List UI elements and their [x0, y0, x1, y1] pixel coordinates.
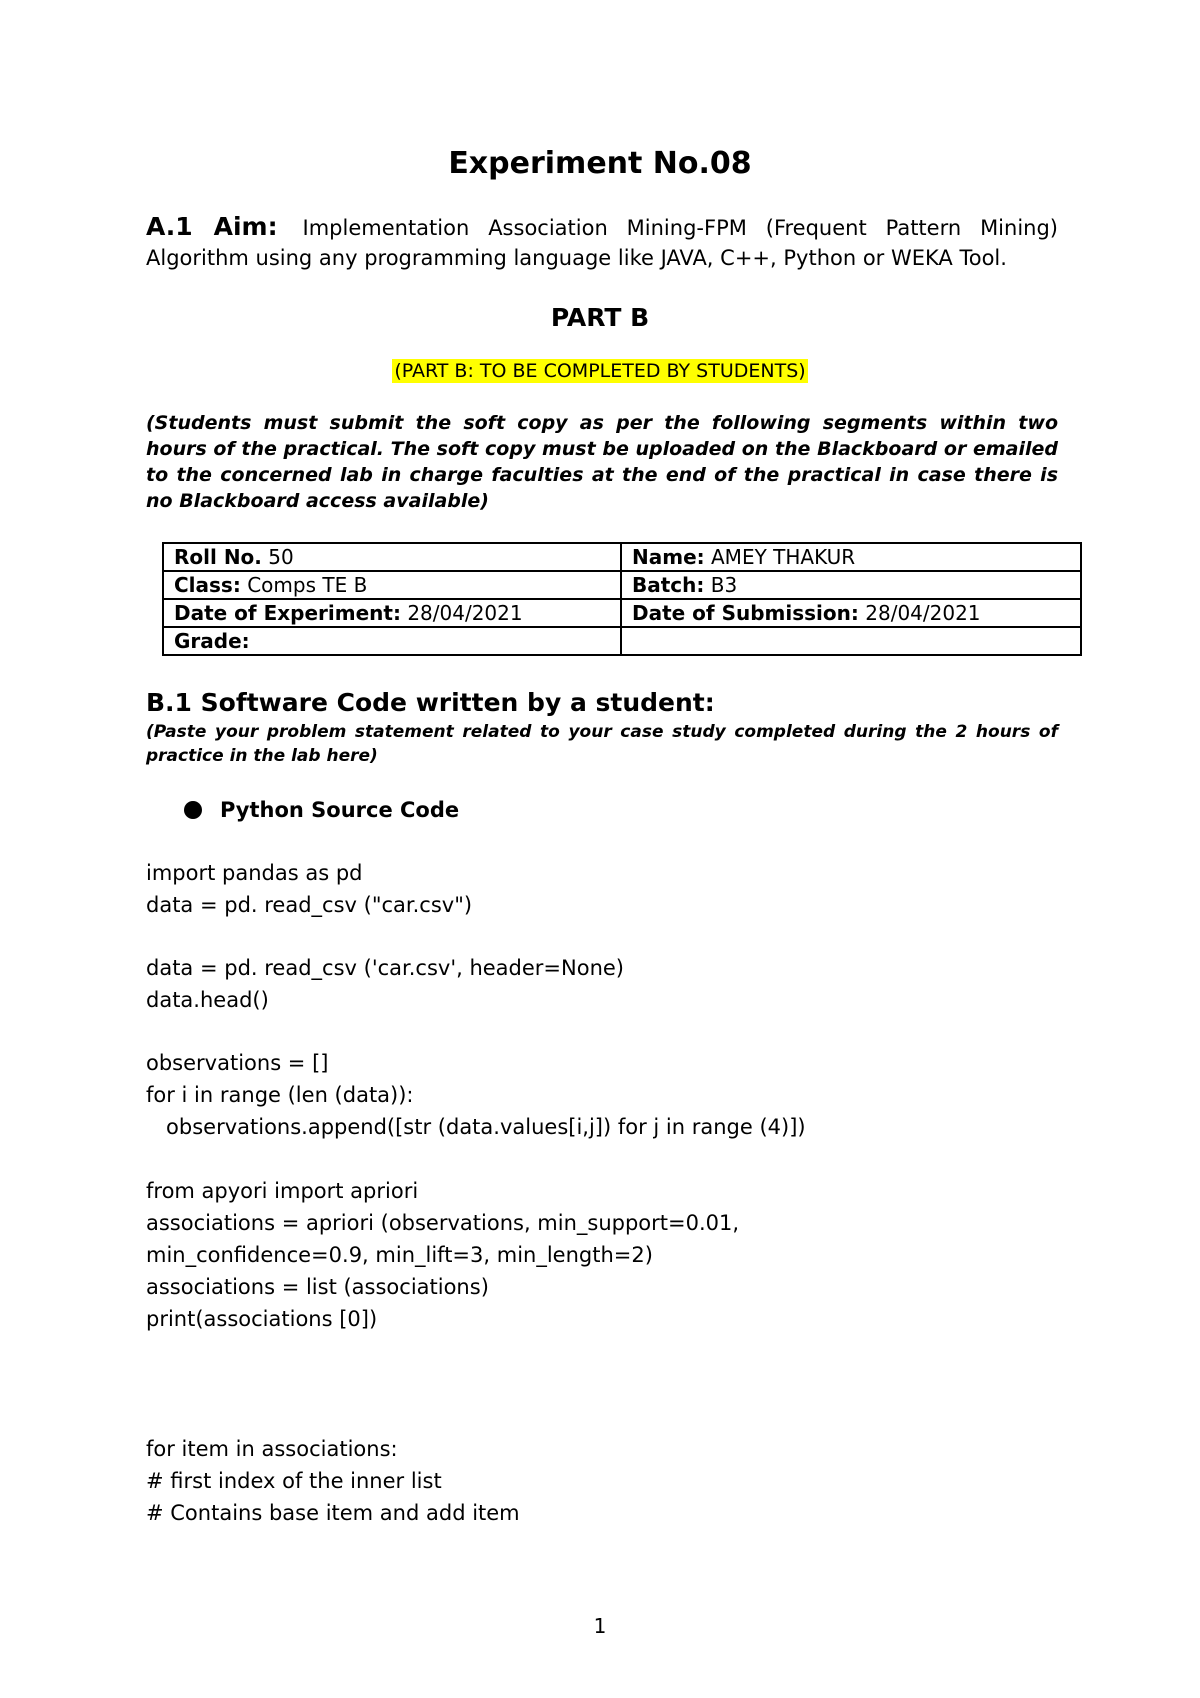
table-row: [163, 627, 1081, 655]
name-label: Name:: [632, 545, 705, 569]
code-line: # Contains base item and add item: [146, 1501, 520, 1525]
name-cell: [621, 543, 1081, 571]
section-b1-heading: B.1 Software Code written by a student:: [146, 688, 715, 717]
code-line: observations = []: [146, 1051, 329, 1075]
table-row: [163, 543, 1081, 571]
bullet-label: Python Source Code: [220, 798, 460, 822]
part-b-heading: PART B: [550, 303, 650, 332]
grade-value-cell: [621, 627, 1081, 655]
code-line: associations = list (associations): [146, 1275, 489, 1299]
aim-paragraph: [146, 212, 1058, 273]
batch-value: B3: [710, 573, 738, 597]
code-line: associations = apriori (observations, min_support=0.01,: [146, 1211, 740, 1235]
roll-value: 50: [268, 545, 294, 569]
table-row: [163, 571, 1081, 599]
student-info-table: [162, 542, 1082, 656]
bullet-python-source-code: [184, 798, 459, 822]
aim-text: Implementation Association Mining-FPM (Frequent Pattern Mining) Algorithm using any programming language like JAVA, C++, Python or WEKA Tool.: [146, 216, 1058, 270]
class-cell: [163, 571, 621, 599]
date-of-experiment-label: Date of Experiment:: [174, 601, 401, 625]
code-line: observations.append([str (data.values[i,j]) for j in range (4)]): [146, 1115, 806, 1139]
date-of-submission-label: Date of Submission:: [632, 601, 859, 625]
table-row: [163, 599, 1081, 627]
code-line: for item in associations:: [146, 1437, 398, 1461]
date-of-experiment-value: 28/04/2021: [407, 601, 523, 625]
section-b1-note: (Paste your problem statement related to your case study completed during the 2 hours of practice in the lab here): [146, 722, 1058, 766]
batch-cell: [621, 571, 1081, 599]
grade-label: Grade:: [174, 629, 250, 653]
code-line: import pandas as pd: [146, 861, 363, 885]
roll-cell: [163, 543, 621, 571]
code-line: min_confidence=0.9, min_lift=3, min_length=2): [146, 1243, 653, 1267]
code-line: data = pd. read_csv ('car.csv', header=None): [146, 956, 624, 980]
page-number: 1: [593, 1614, 607, 1638]
aim-label: A.1 Aim:: [146, 212, 278, 241]
experiment-title: Experiment No.08: [448, 146, 752, 181]
part-b-subheading: (PART B: TO BE COMPLETED BY STUDENTS): [394, 360, 806, 382]
code-line: print(associations [0]): [146, 1307, 378, 1331]
date-of-submission-value: 28/04/2021: [865, 601, 981, 625]
roll-label: Roll No.: [174, 545, 262, 569]
date-of-submission-cell: [621, 599, 1081, 627]
batch-label: Batch:: [632, 573, 705, 597]
class-value: Comps TE B: [247, 573, 368, 597]
bullet-dot-icon: [184, 801, 202, 819]
code-line: data.head(): [146, 988, 269, 1012]
code-line: # first index of the inner list: [146, 1469, 442, 1493]
code-line: data = pd. read_csv ("car.csv"): [146, 893, 473, 917]
code-line: from apyori import apriori: [146, 1179, 419, 1203]
class-label: Class:: [174, 573, 241, 597]
grade-cell: [163, 627, 621, 655]
code-line: for i in range (len (data)):: [146, 1083, 414, 1107]
name-value: AMEY THAKUR: [711, 545, 856, 569]
date-of-experiment-cell: [163, 599, 621, 627]
submission-instructions: (Students must submit the soft copy as per the following segments within two hours of the practical. The soft copy must be uploaded on the Blackboard or emailed to the concerned lab in charge faculties at the end of the practical in case there is no Blackboard access available): [146, 412, 1058, 512]
part-b-subheading-row: [0, 360, 1200, 382]
